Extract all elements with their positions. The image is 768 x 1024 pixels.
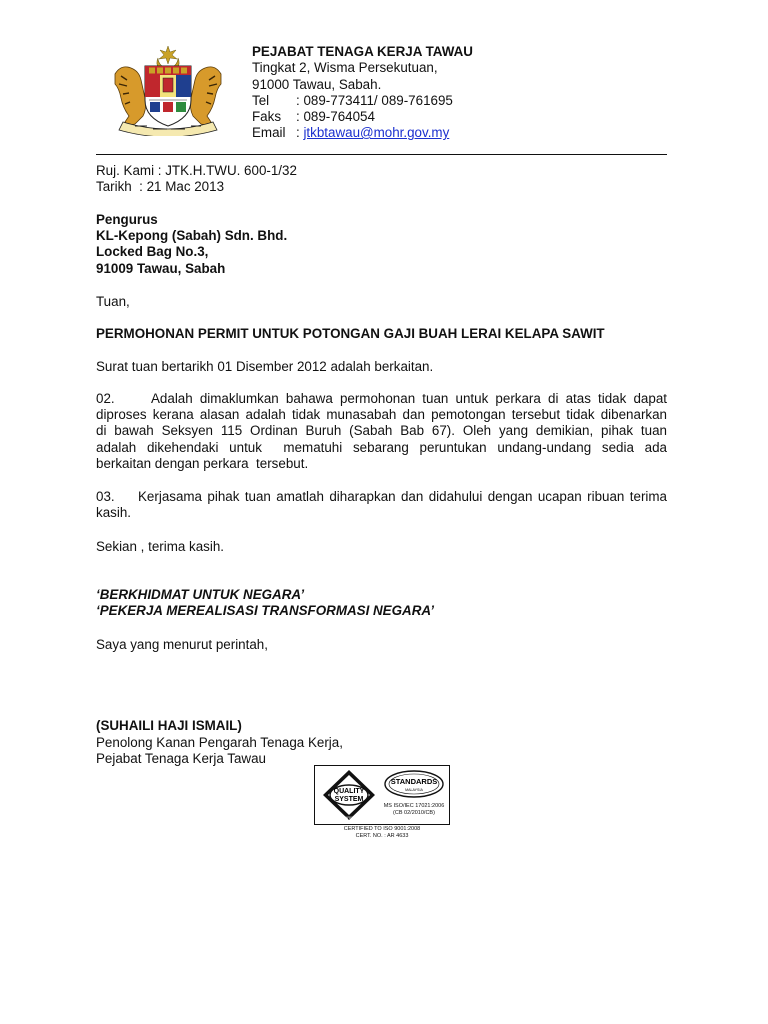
paragraph-2-line-4: adalah dikehendaki untuk mematuhi sebarang peruntukan undang-undang sedia ada xyxy=(96,440,667,455)
letter-date: Tarikh : 21 Mac 2013 xyxy=(96,179,225,194)
tel-row xyxy=(252,93,453,110)
tel-value: : 089-773411/ 089-761695 xyxy=(296,93,453,108)
paragraph-3-line-1: Kerjasama pihak tuan amatlah diharapkan dan didahului dengan ucapan ribuan terima xyxy=(138,489,667,504)
email-row xyxy=(252,125,449,142)
motto-1: ‘BERKHIDMAT UNTUK NEGARA’ xyxy=(96,587,305,602)
office-title: PEJABAT TENAGA KERJA TAWAU xyxy=(252,44,473,59)
sirim-text: SIRIM xyxy=(343,815,355,820)
subject-line: PERMOHONAN PERMIT UNTUK POTONGAN GAJI BUAH LERAI KELAPA SAWIT xyxy=(96,326,605,341)
address-line-2: 91000 Tawau, Sabah. xyxy=(252,77,382,92)
coat-of-arms-logo xyxy=(105,44,231,136)
fax-value: : 089-764054 xyxy=(296,109,375,124)
signatory-office: Pejabat Tenaga Kerja Tawau xyxy=(96,751,266,766)
fax-row xyxy=(252,109,375,126)
address-line-1: Tingkat 2, Wisma Persekutuan, xyxy=(252,60,438,75)
recipient-line-2: KL-Kepong (Sabah) Sdn. Bhd. xyxy=(96,228,288,243)
recipient-line-1: Pengurus xyxy=(96,212,158,227)
header-divider xyxy=(96,154,667,155)
paragraph-2-line-5: berkaitan dengan perkara tersebut. xyxy=(96,456,309,471)
paragraph-2-number: 02. xyxy=(96,391,115,406)
salutation: Tuan, xyxy=(96,294,130,309)
signoff-line: Saya yang menurut perintah, xyxy=(96,637,268,652)
motto-2: ‘PEKERJA MEREALISASI TRANSFORMASI NEGARA’ xyxy=(96,603,435,618)
paragraph-3-number: 03. xyxy=(96,489,115,504)
recipient-line-3: Locked Bag No.3, xyxy=(96,244,209,259)
paragraph-2-line-2: diproses kerana alasan adalah tidak munasabah dan pemotongan tersebut tidak dibenarkan xyxy=(96,407,667,422)
email-label: Email xyxy=(252,125,286,140)
recipient-line-4: 91009 Tawau, Sabah xyxy=(96,261,226,276)
tel-label: Tel xyxy=(252,93,270,108)
fax-label: Faks xyxy=(252,109,282,124)
paragraph-2-line-1: Adalah dimaklumkan bahawa permohonan tuan untuk perkara di atas tidak dapat xyxy=(151,391,667,406)
accreditation-line-2: (CB 02/2010/CB) xyxy=(393,810,435,816)
email-link[interactable]: jtkbtawau@mohr.gov.my xyxy=(303,125,450,140)
quality-system-badge-icon xyxy=(321,769,377,821)
accreditation-line-1: MS ISO/IEC 17021:2006 xyxy=(383,803,445,809)
quality-text: QUALITY xyxy=(333,788,365,795)
standards-text: STANDARDS xyxy=(390,777,438,786)
intro-paragraph: Surat tuan bertarikh 01 Disember 2012 adalah berkaitan. xyxy=(96,359,434,374)
signatory-title: Penolong Kanan Pengarah Tenaga Kerja, xyxy=(96,735,343,750)
certification-logo-box xyxy=(314,765,450,825)
email-separator: : xyxy=(296,125,304,140)
reference-number: Ruj. Kami : JTK.H.TWU. 600-1/32 xyxy=(96,163,297,178)
certified-iso-caption: CERTIFIED TO ISO 9001:2008 xyxy=(343,826,421,832)
system-text: SYSTEM xyxy=(334,796,364,803)
paragraph-3-line-2: kasih. xyxy=(96,505,131,520)
paragraph-2-line-3: di bawah Seksyen 115 Ordinan Buruh (Sabah Bab 67). Oleh yang demikian, pihak tuan xyxy=(96,423,667,438)
cert-number-caption: CERT. NO. : AR 4633 xyxy=(355,833,409,839)
closing-line: Sekian , terima kasih. xyxy=(96,539,225,554)
signatory-name: (SUHAILI HAJI ISMAIL) xyxy=(96,718,242,733)
standards-malaysia-badge-icon xyxy=(383,769,445,799)
malaysia-text: MALAYSIA xyxy=(405,788,423,792)
